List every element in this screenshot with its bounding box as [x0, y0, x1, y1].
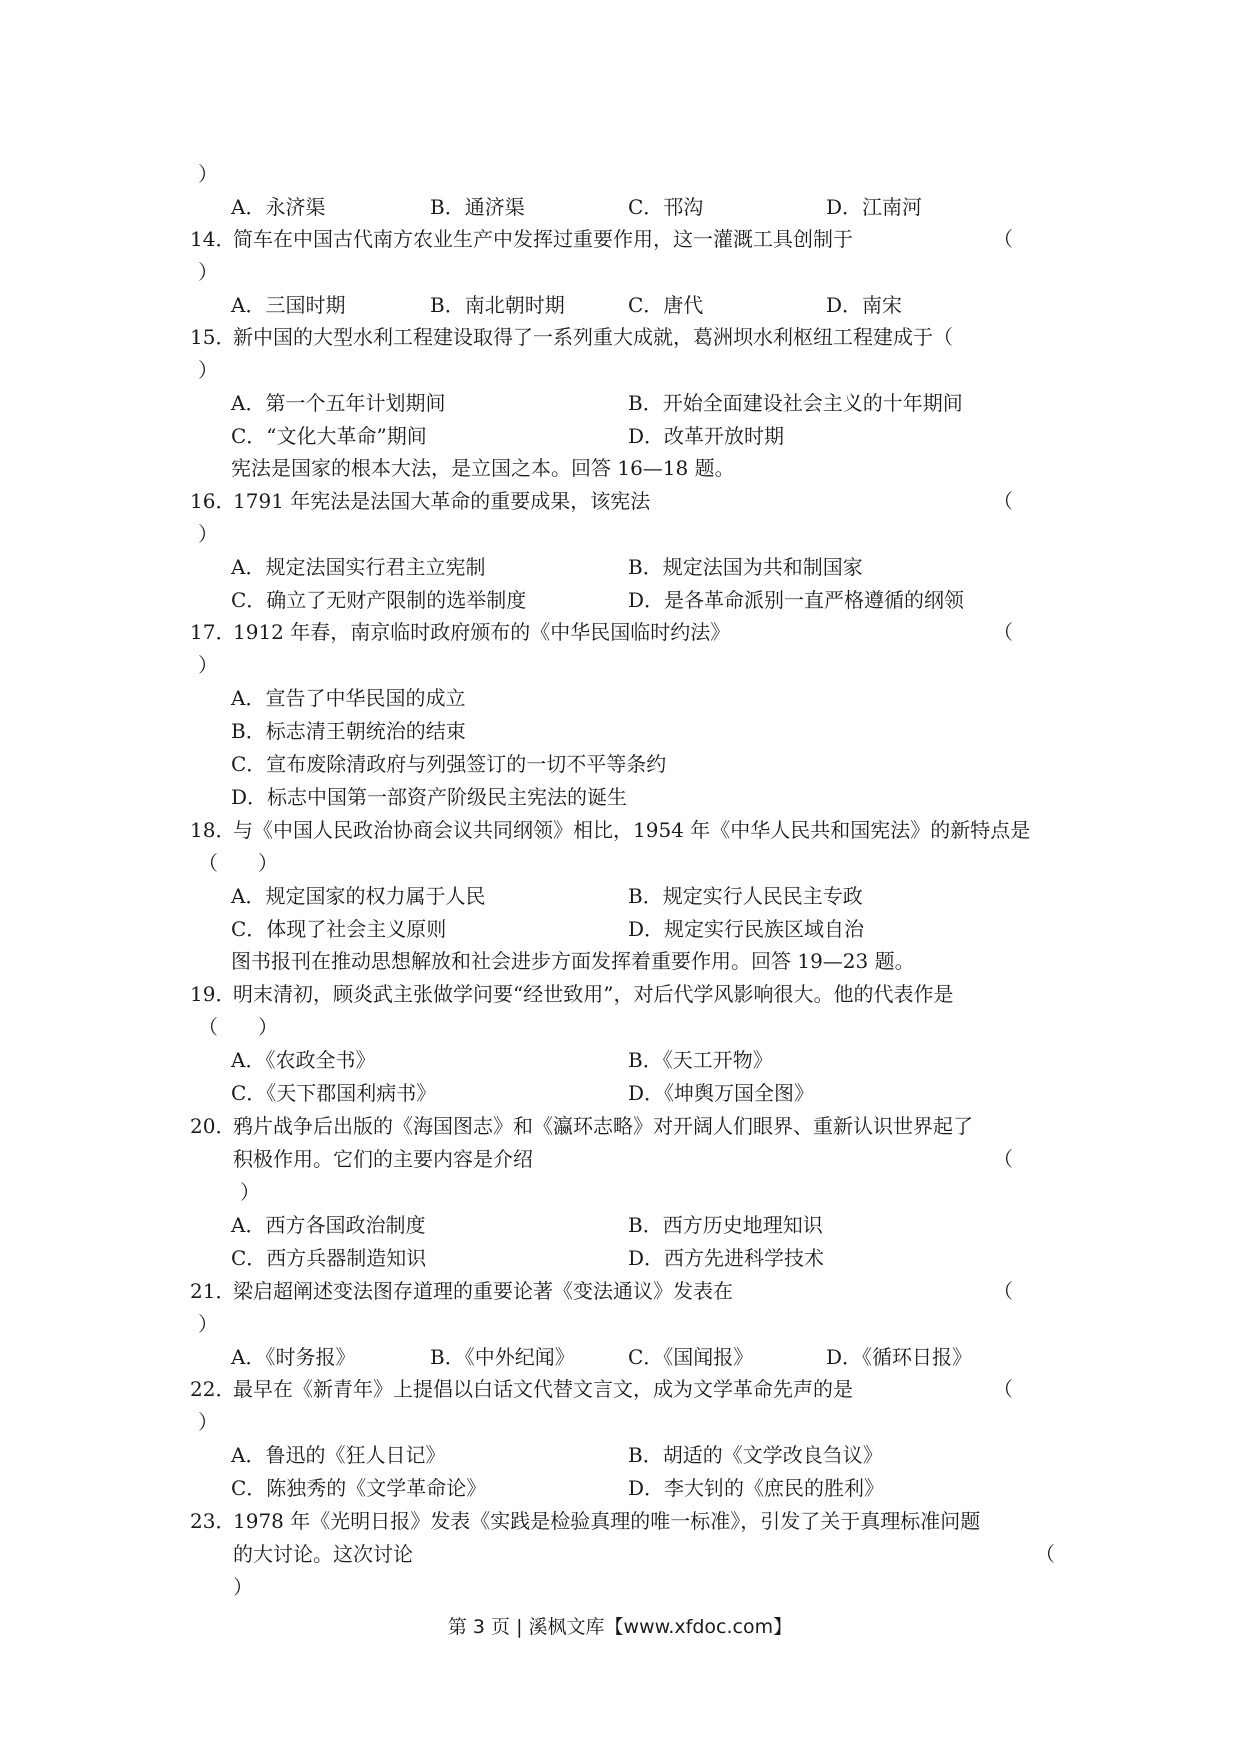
q14-option-a: A．三国时期 — [231, 293, 346, 317]
q15-option-a: A．第一个五年计划期间 — [231, 391, 446, 415]
q23-stem-line1: 1978 年《光明日报》发表《实践是检验真理的唯一标准》，引发了关于真理标准问题 — [233, 1509, 981, 1533]
q18-number: 18． — [190, 818, 236, 842]
q20-option-b: B．西方历史地理知识 — [628, 1213, 823, 1237]
q14-close-paren: ） — [198, 260, 218, 284]
q23-close-paren: ） — [233, 1575, 253, 1599]
q13-option-c: C．邗沟 — [628, 195, 704, 219]
q17-option-a: A．宣告了中华民国的成立 — [231, 686, 466, 710]
page-footer: 第 3 页 | 溪枫文库【www.xfdoc.com】 — [447, 1616, 793, 1638]
q23-number: 23． — [190, 1509, 236, 1533]
q20-open-paren: （ — [993, 1147, 1013, 1171]
section-intro-16-18: 宪法是国家的根本大法，是立国之本。回答 16—18 题。 — [231, 456, 735, 480]
q19-option-d: D．《坤舆万国全图》 — [628, 1081, 815, 1105]
q18-option-a: A．规定国家的权力属于人民 — [231, 884, 486, 908]
q20-option-c: C．西方兵器制造知识 — [231, 1246, 427, 1270]
q23-stem-line2: 的大讨论。这次讨论 — [233, 1542, 413, 1566]
q14-option-d: D．南宋 — [826, 293, 903, 317]
q21-open-paren: （ — [993, 1279, 1013, 1303]
q20-option-d: D．西方先进科学技术 — [628, 1246, 825, 1270]
q17-number: 17． — [190, 620, 236, 644]
q21-close-paren: ） — [198, 1312, 218, 1336]
q19-option-a: A．《农政全书》 — [231, 1048, 376, 1072]
q13-option-a: A．永济渠 — [231, 195, 326, 219]
q17-option-b: B．标志清王朝统治的结束 — [231, 719, 466, 743]
q22-option-b: B．胡适的《文学改良刍议》 — [628, 1443, 883, 1467]
q19-option-b: B．《天工开物》 — [628, 1048, 773, 1072]
q19-option-c: C．《天下郡国利病书》 — [231, 1081, 437, 1105]
q15-close-paren: ） — [198, 358, 218, 382]
q14-stem: 简车在中国古代南方农业生产中发挥过重要作用，这一灌溉工具创制于 — [233, 227, 853, 251]
q16-close-paren: ） — [198, 522, 218, 546]
q17-open-paren: （ — [993, 620, 1013, 644]
q17-option-d: D．标志中国第一部资产阶级民主宪法的诞生 — [231, 785, 628, 809]
q20-number: 20． — [190, 1114, 236, 1138]
q21-option-b: B．《中外纪闻》 — [430, 1345, 575, 1369]
q15-option-c: C．“文化大革命”期间 — [231, 424, 427, 448]
q13-close-paren: ） — [198, 162, 218, 186]
q21-option-d: D．《循环日报》 — [826, 1345, 973, 1369]
q14-option-c: C．唐代 — [628, 293, 704, 317]
q13-option-b: B．通济渠 — [430, 195, 525, 219]
q19-paren: （ ） — [198, 1015, 278, 1039]
q16-option-d: D．是各革命派别一直严格遵循的纲领 — [628, 588, 965, 612]
q16-stem: 1791 年宪法是法国大革命的重要成果，该宪法 — [233, 489, 651, 513]
q14-number: 14． — [190, 227, 236, 251]
section-intro-19-23: 图书报刊在推动思想解放和社会进步方面发挥着重要作用。回答 19—23 题。 — [231, 949, 915, 973]
q22-number: 22． — [190, 1377, 236, 1401]
q18-option-d: D．规定实行民族区域自治 — [628, 917, 865, 941]
q19-stem: 明末清初，顾炎武主张做学问要“经世致用”，对后代学风影响很大。他的代表作是 — [233, 982, 954, 1006]
q21-option-a: A．《时务报》 — [231, 1345, 356, 1369]
q18-paren: （ ） — [198, 851, 278, 875]
q22-open-paren: （ — [993, 1377, 1013, 1401]
q19-number: 19． — [190, 982, 236, 1006]
q15-option-b: B．开始全面建设社会主义的十年期间 — [628, 391, 963, 415]
q16-option-c: C．确立了无财产限制的选举制度 — [231, 588, 527, 612]
q18-option-c: C．体现了社会主义原则 — [231, 917, 447, 941]
q16-number: 16． — [190, 489, 236, 513]
q22-option-a: A．鲁迅的《狂人日记》 — [231, 1443, 446, 1467]
q17-stem: 1912 年春，南京临时政府颁布的《中华民国临时约法》 — [233, 620, 731, 644]
q16-open-paren: （ — [993, 489, 1013, 513]
q18-option-b: B．规定实行人民民主专政 — [628, 884, 863, 908]
q15-option-d: D．改革开放时期 — [628, 424, 785, 448]
q22-stem: 最早在《新青年》上提倡以白话文代替文言文，成为文学革命先声的是 — [233, 1377, 853, 1401]
q15-number: 15． — [190, 325, 236, 349]
q22-close-paren: ） — [198, 1410, 218, 1434]
q13-option-d: D．江南河 — [826, 195, 923, 219]
q21-stem: 梁启超阐述变法图存道理的重要论著《变法通议》发表在 — [233, 1279, 733, 1303]
q20-stem-line1: 鸦片战争后出版的《海国图志》和《瀛环志略》对开阔人们眼界、重新认识世界起了 — [233, 1114, 973, 1138]
q23-open-paren: （ — [1035, 1542, 1055, 1566]
q16-option-a: A．规定法国实行君主立宪制 — [231, 555, 486, 579]
q22-option-d: D．李大钊的《庶民的胜利》 — [628, 1476, 885, 1500]
q17-close-paren: ） — [198, 653, 218, 677]
q21-option-c: C．《国闻报》 — [628, 1345, 754, 1369]
q17-option-c: C．宣布废除清政府与列强签订的一切不平等条约 — [231, 752, 667, 776]
q20-option-a: A．西方各国政治制度 — [231, 1213, 426, 1237]
q14-open-paren: （ — [993, 227, 1013, 251]
q20-close-paren: ） — [240, 1180, 260, 1204]
q15-stem: 新中国的大型水利工程建设取得了一系列重大成就，葛洲坝水利枢纽工程建成于（ — [233, 325, 953, 349]
q18-stem: 与《中国人民政治协商会议共同纲领》相比，1954 年《中华人民共和国宪法》的新特点是 — [233, 818, 1031, 842]
q14-option-b: B．南北朝时期 — [430, 293, 565, 317]
q16-option-b: B．规定法国为共和制国家 — [628, 555, 863, 579]
q22-option-c: C．陈独秀的《文学革命论》 — [231, 1476, 487, 1500]
q20-stem-line2: 积极作用。它们的主要内容是介绍 — [233, 1147, 533, 1171]
q21-number: 21． — [190, 1279, 236, 1303]
